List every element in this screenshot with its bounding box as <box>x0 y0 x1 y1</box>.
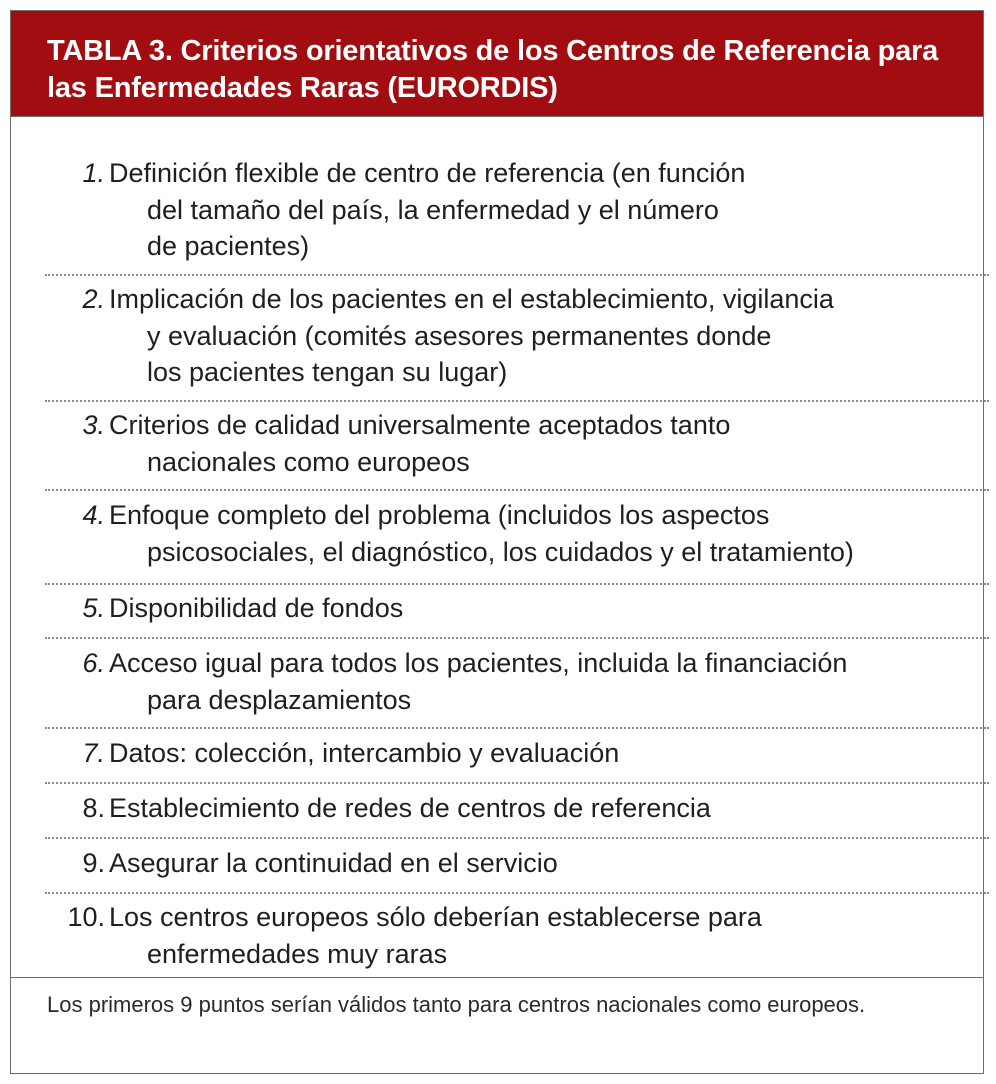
dotted-divider <box>45 892 989 894</box>
item-text: Enfoque completo del problema (incluidos los aspectos psicosociales, el diagnóstico, los cuidados y el tratamiento) <box>109 500 854 567</box>
criteria-table <box>10 10 984 1074</box>
dotted-divider <box>45 274 989 276</box>
dotted-divider <box>45 837 989 839</box>
dotted-divider <box>45 727 989 729</box>
item-text: Implicación de los pacientes en el establecimiento, vigilancia y evaluación (comités asesores permanentes donde los pacientes tengan su lugar) <box>109 284 834 387</box>
item-number: 3. <box>82 410 105 440</box>
item-number: 6. <box>82 648 105 678</box>
item-number: 8. <box>82 793 105 823</box>
dotted-divider <box>45 637 989 639</box>
item-text: Asegurar la continuidad en el servicio <box>109 848 558 878</box>
item-text: Establecimiento de redes de centros de referencia <box>109 793 711 823</box>
item-text: Disponibilidad de fondos <box>109 593 404 623</box>
dotted-divider <box>45 583 989 585</box>
item-text: Definición flexible de centro de referencia (en función del tamaño del país, la enfermedad y el número de pacientes) <box>109 158 746 261</box>
table-header <box>11 11 983 117</box>
table-footnote: Los primeros 9 puntos serían válidos tanto para centros nacionales como europeos. <box>47 992 866 1017</box>
item-number: 4. <box>82 500 105 530</box>
item-number: 10. <box>67 902 105 932</box>
item-text: Criterios de calidad universalmente aceptados tanto nacionales como europeos <box>109 410 731 477</box>
table-title: TABLA 3. Criterios orientativos de los Centros de Referencia para las Enfermedades Raras (EURORDIS) <box>47 35 939 104</box>
dotted-divider <box>45 489 989 491</box>
dotted-divider <box>45 782 989 784</box>
criteria-list <box>11 117 983 977</box>
item-text: Los centros europeos sólo deberían establecerse para enfermedades muy raras <box>109 902 762 969</box>
item-number: 9. <box>82 848 105 878</box>
item-text: Acceso igual para todos los pacientes, incluida la financiación para desplazamientos <box>109 648 848 715</box>
dotted-divider <box>45 400 989 402</box>
item-number: 7. <box>82 738 105 768</box>
footer-divider <box>11 977 983 978</box>
item-number: 2. <box>82 284 105 314</box>
item-text: Datos: colección, intercambio y evaluación <box>109 738 620 768</box>
item-number: 5. <box>82 593 105 623</box>
item-number: 1. <box>82 158 105 188</box>
